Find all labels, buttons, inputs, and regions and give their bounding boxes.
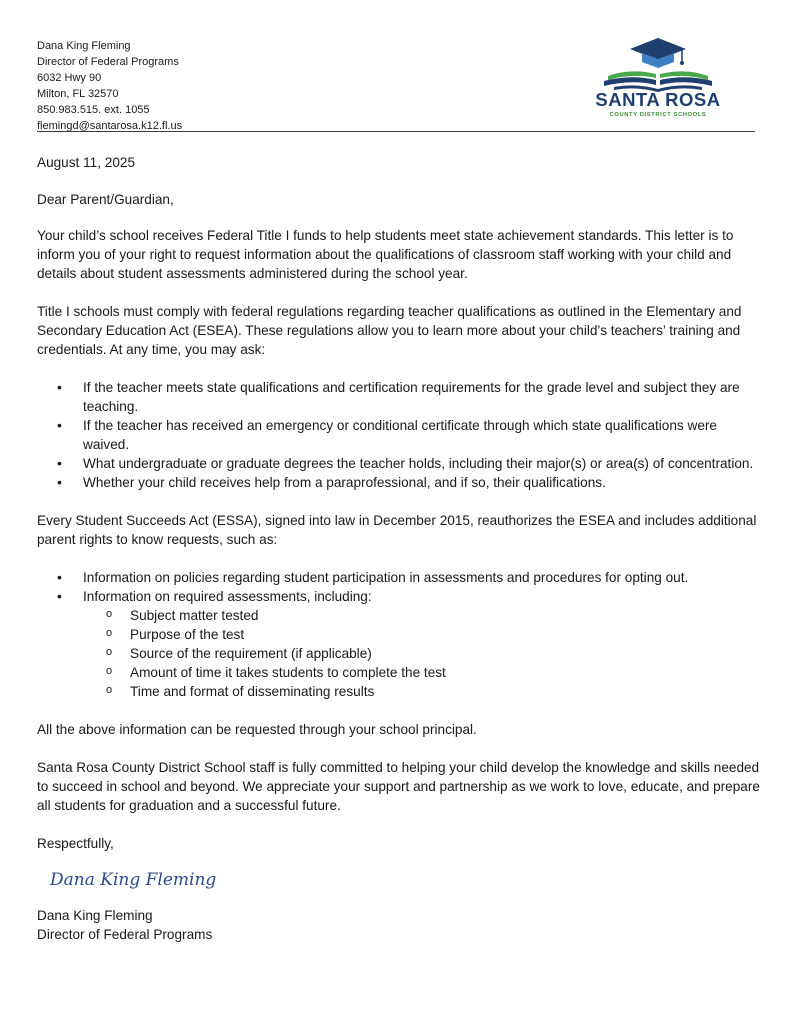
letter-body (37, 153, 762, 944)
letter-closing: Respectfully, (37, 836, 114, 851)
sender-name: Dana King Fleming (37, 40, 131, 52)
sender-block (37, 38, 182, 134)
letter-date: August 11, 2025 (37, 155, 136, 170)
logo-name: SANTA ROSA (595, 89, 721, 110)
list-item: • Whether your child receives help from a paraprofessional, and if so, their qualifications. (37, 473, 762, 492)
list-item: • If the teacher meets state qualifications and certification requirements for the grade level and subject they are teaching. (37, 378, 762, 416)
letterhead-divider (37, 131, 755, 132)
list-item (37, 587, 762, 701)
paragraph-principal: All the above information can be requested through your school principal. (37, 722, 477, 737)
santa-rosa-logo (578, 36, 738, 124)
sublist-item: o Subject matter tested (37, 606, 762, 625)
letter-greeting: Dear Parent/Guardian, (37, 192, 174, 207)
handwritten-signature: Dana King Fleming (50, 870, 217, 890)
assessment-sublist (37, 606, 762, 701)
list-item: • What undergraduate or graduate degrees the teacher holds, including their major(s) or area(s) of concentration. (37, 454, 762, 473)
signer-title: Director of Federal Programs (37, 927, 213, 942)
teacher-qualification-list (37, 378, 762, 492)
list-item: • Information on policies regarding student participation in assessments and procedures for opting out. (37, 568, 762, 587)
sender-address-line-2: Milton, FL 32570 (37, 88, 119, 100)
list-item: • If the teacher has received an emergency or conditional certificate through which state qualifications were waived. (37, 416, 762, 454)
sublist-item: o Source of the requirement (if applicable) (37, 644, 762, 663)
sender-title: Director of Federal Programs (37, 56, 179, 68)
cap-tassel (680, 61, 684, 65)
paragraph-esea: Title I schools must comply with federal regulations regarding teacher qualifications as outlined in the Elementary and Secondary Education Act (ESEA). These regulations allow you to learn more about your child’s teachers’ training and credentials. At any time, you may ask: (37, 304, 742, 357)
logo-subtitle: COUNTY DISTRICT SCHOOLS (609, 112, 707, 118)
paragraph-commitment: Santa Rosa County District School staff is fully committed to helping your child develop the knowledge and skills needed to succeed in school and beyond. We appreciate your support and partnership as we work to love, educate, and prepare all students for graduation and a successful future. (37, 760, 760, 813)
sender-email: flemingd@santarosa.k12.fl.us (37, 120, 183, 132)
list-item-text: • Information on required assessments, including: (83, 589, 372, 604)
paragraph-intro: Your child’s school receives Federal Title I funds to help students meet state achievement standards. This letter is to inform you of your right to request information about the qualifications of classroom staff working with your child and details about student assessments administered during the school year. (37, 228, 734, 281)
cap-board (630, 38, 686, 60)
sublist-item: o Purpose of the test (37, 625, 762, 644)
sender-address-line-1: 6032 Hwy 90 (37, 72, 102, 84)
sublist-item: o Amount of time it takes students to complete the test (37, 663, 762, 682)
sublist-item: o Time and format of disseminating results (37, 682, 762, 701)
sender-phone: 850.983.515. ext. 1055 (37, 104, 150, 116)
signer-name: Dana King Fleming (37, 908, 153, 923)
parent-rights-list (37, 568, 762, 701)
graduation-cap-book-icon (578, 36, 738, 92)
paragraph-essa: Every Student Succeeds Act (ESSA), signed into law in December 2015, reauthorizes the ESEA and includes additional parent rights to know requests, such as: (37, 513, 757, 547)
